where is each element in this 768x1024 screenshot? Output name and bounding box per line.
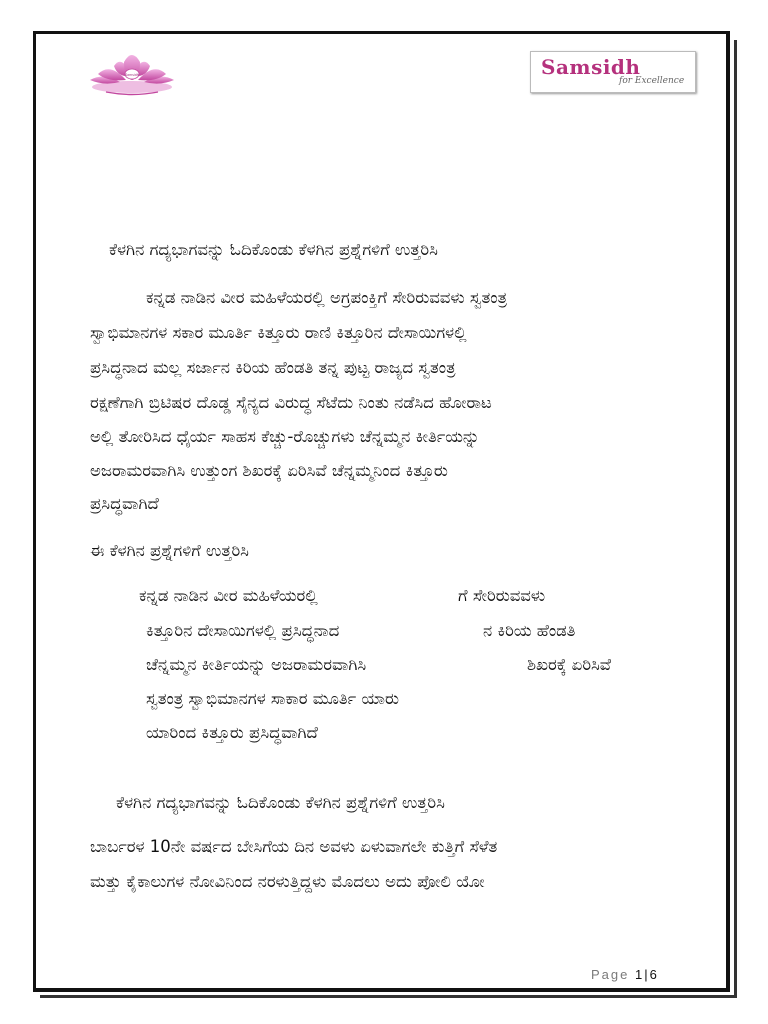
instruction-heading-1: ಕೆಳಗಿನ ಗದ್ಯಭಾಗವನ್ನು ಓದಿಕೊಂಡು ಕೆಳಗಿನ ಪ್ರಶ್ನೆಗಳಿಗೆ ಉತ್ತರಿಸಿ bbox=[109, 240, 438, 259]
passage-1-line-4: ರಕ್ಷಣೆಗಾಗಿ ಬ್ರಿಟಿಷರ ದೊಡ್ಡ ಸೈನ್ಯದ ವಿರುದ್ಧ ಸೆಟೆದು ನಿಂತು ನಡೆಸಿದ ಹೋರಾಟ bbox=[90, 393, 492, 412]
lotus-logo bbox=[84, 50, 180, 98]
page-border-shadow-bottom bbox=[40, 995, 737, 998]
question-5: ಯಾರಿಂದ ಕಿತ್ತೂರು ಪ್ರಸಿದ್ಧವಾಗಿದೆ bbox=[146, 723, 318, 742]
total-pages: 6 bbox=[649, 967, 657, 982]
question-1-part-a: ಕನ್ನಡ ನಾಡಿನ ವೀರ ಮಹಿಳೆಯರಲ್ಲಿ bbox=[139, 586, 318, 605]
questions-heading: ಈ ಕೆಳಗಿನ ಪ್ರಶ್ನೆಗಳಿಗೆ ಉತ್ತರಿಸಿ bbox=[90, 541, 249, 560]
brand-tagline: for Excellence bbox=[619, 76, 685, 86]
lotus-logo-text: Samsidh bbox=[125, 73, 139, 77]
passage-1-line-5: ಅಲ್ಲಿ ತೋರಿಸಿದ ಧೈರ್ಯ ಸಾಹಸ ಕೆಚ್ಚು-ರೊಚ್ಚುಗಳು ಚೆನ್ನಮ್ಮನ ಕೀರ್ತಿಯನ್ನು bbox=[90, 427, 480, 446]
instruction-heading-2: ಕೆಳಗಿನ ಗದ್ಯಭಾಗವನ್ನು ಓದಿಕೊಂಡು ಕೆಳಗಿನ ಪ್ರಶ್ನೆಗಳಿಗೆ ಉತ್ತರಿಸಿ bbox=[116, 793, 445, 812]
samsidh-logo bbox=[530, 51, 696, 93]
page-number: 1 bbox=[635, 967, 643, 982]
passage-1-line-7: ಪ್ರಸಿದ್ಧವಾಗಿದೆ bbox=[90, 494, 159, 513]
page-separator: | bbox=[644, 967, 648, 982]
passage-2-line-2: ಮತ್ತು ಕೈಕಾಲುಗಳ ನೋವಿನಿಂದ ನರಳುತ್ತಿದ್ದಳು ಮೊದಲು ಅದು ಪೋಲಿ ಯೋ bbox=[90, 872, 485, 891]
passage-1-line-3: ಪ್ರಸಿದ್ಧನಾದ ಮಲ್ಲ ಸರ್ಜಾನ ಕಿರಿಯ ಹೆಂಡತಿ ತನ್ನ ಪುಟ್ಟ ರಾಜ್ಯದ ಸ್ವತಂತ್ರ bbox=[90, 358, 456, 377]
page-label: Page bbox=[591, 967, 630, 982]
passage-1-line-6: ಅಜರಾಮರವಾಗಿಸಿ ಉತ್ತುಂಗ ಶಿಖರಕ್ಕೆ ಏರಿಸಿವೆ ಚೆನ್ನಮ್ಮನಿಂದ ಕಿತ್ತೂರು bbox=[90, 461, 448, 480]
question-2-part-b: ನ ಕಿರಿಯ ಹೆಂಡತಿ bbox=[483, 621, 576, 640]
question-2-part-a: ಕಿತ್ತೂರಿನ ದೇಸಾಯಿಗಳಲ್ಲಿ ಪ್ರಸಿದ್ಧನಾದ bbox=[146, 621, 340, 640]
question-1-part-b: ಗೆ ಸೇರಿರುವವಳು bbox=[458, 586, 546, 605]
page-border-shadow-right bbox=[734, 40, 737, 998]
passage-1-line-2: ಸ್ವಾಭಿಮಾನಗಳ ಸಕಾರ ಮೂರ್ತಿ ಕಿತ್ತೂರು ರಾಣಿ ಕಿತ್ತೂರಿನ ದೇಸಾಯಿಗಳಲ್ಲಿ bbox=[90, 323, 467, 342]
brand-name: Samsidh bbox=[541, 55, 641, 79]
question-4: ಸ್ವತಂತ್ರ ಸ್ವಾಭಿಮಾನಗಳ ಸಾಕಾರ ಮೂರ್ತಿ ಯಾರು bbox=[146, 689, 399, 708]
passage-2-line-1: ಬಾರ್ಬರಳ 10ನೇ ವರ್ಷದ ಬೇಸಿಗೆಯ ದಿನ ಅವಳು ಏಳುವಾಗಲೇ ಕುತ್ತಿಗೆ ಸೆಳೆತ bbox=[90, 837, 498, 856]
passage-1-line-1: ಕನ್ನಡ ನಾಡಿನ ವೀರ ಮಹಿಳೆಯರಲ್ಲಿ ಅಗ್ರಪಂಕ್ತಿಗೆ ಸೇರಿರುವವಳು ಸ್ವತಂತ್ರ bbox=[146, 288, 508, 307]
question-3-part-b: ಶಿಖರಕ್ಕೆ ಏರಿಸಿವೆ bbox=[527, 655, 612, 674]
question-3-part-a: ಚೆನ್ನಮ್ಮನ ಕೀರ್ತಿಯನ್ನು ಅಜರಾಮರವಾಗಿಸಿ bbox=[146, 655, 367, 674]
page-footer bbox=[591, 967, 657, 982]
